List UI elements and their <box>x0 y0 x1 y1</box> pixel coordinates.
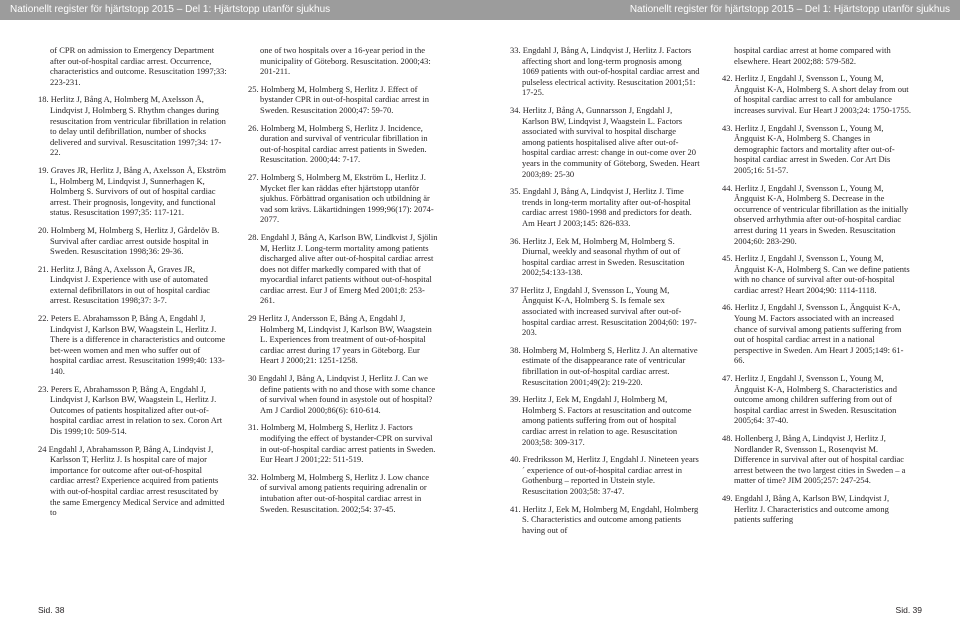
reference-item: 37 Herlitz J, Engdahl J, Svensson L, Young M, Ängquist K-A, Holmberg S. Is female sex associated with increased survival after out-of-hospital cardiac arrest. Resuscitation 2004;60: 197-203. <box>510 284 697 338</box>
reference-item: 34. Herlitz J, Bång A, Gunnarsson J, Engdahl J, Karlson BW, Lindqvist J, Waagstein L. Factors associated with survival to hospital discharge among patients hospitalised alive after out-of-hospital cardiac arrest: change in out-come over 20 years in the community of Göteborg, Sweden. Heart 2003;89: 25-30 <box>510 104 700 179</box>
reference-item: of CPR on admission to Emergency Department after out-of-hospital cardiac arrest. Occurrence, characteristics and outcome. Resuscitation 1997;33: 223-231. <box>50 45 227 87</box>
header-title-right: Nationellt register för hjärtstopp 2015 – Del 1: Hjärtstopp utanför sjukhus <box>629 4 950 15</box>
reference-item: one of two hospitals over a 16-year period in the municipality of Göteborg. Resuscitation. 2000;43: 201-211. <box>260 45 431 77</box>
reference-item: 39. Herlitz J, Eek M, Engdahl J, Holmberg M, Holmberg S. Factors at resuscitation and outcome among patients suffering from out of hospital cardiac arrest in relation to age. Resuscitation 2003;58: 309-317. <box>510 394 692 447</box>
reference-item: 21. Herlitz J, Bång A, Axelsson Å, Graves JR, Lindqvist J. Experience with use of automated external defibrillators in out of hospital cardiac arrest. Resuscitation 1998;37: 3-7. <box>38 263 211 306</box>
reference-item: 26. Holmberg M, Holmberg S, Herlitz J. Incidence, duration and survival of ventricular fibrillation in out-of-hospital cardiac arrest patients in Sweden. Resuscitation. 2000;44: 7-17. <box>248 122 428 165</box>
reference-item: 18. Herlitz J, Bång A, Holmberg M, Axelsson Å, Lindqvist J, Holmberg S. Rhythm changes during resuscitation from ventricular fibrillation in relation to delay until defibrillation, number of shocks delivered and survival. Resuscitation 1997;34: 17-22. <box>38 94 226 158</box>
reference-item: 41. Herlitz J, Eek M, Holmberg M, Engdahl, Holmberg S. Characteristics and outcome among patients having out of <box>510 503 699 535</box>
page-number-right: Sid. 39 <box>895 605 922 615</box>
reference-item: 28. Engdahl J, Bång A, Karlson BW, Lindkvist J, Sjölin M, Herlitz J. Long-term mortality among patients discharged alive after out-of-hospital cardiac arrest does not differ markedly compared with that of myocardial infarct patients without out-of-hospital cardiac arrest. Eur J of Emerg Med 2001;8: 253-261. <box>248 231 438 306</box>
header-title-left: Nationellt register för hjärtstopp 2015 – Del 1: Hjärtstopp utanför sjukhus <box>10 4 331 15</box>
reference-item: 35. Engdahl J, Bång A, Lindqvist J, Herlitz J. Time trends in long-term mortality after out-of-hospital cardiac arrest 1980-1998 and predictors for death. Am Heart J 2003;145: 826-833. <box>510 186 692 228</box>
reference-item: 25. Holmberg M, Holmberg S, Herlitz J. Effect of bystander CPR in out-of-hospital cardiac arrest in Sweden. Resuscitation 2000;47: 59-70. <box>248 83 430 115</box>
reference-item: hospital cardiac arrest at home compared with elsewhere. Heart 2002;88: 579-582. <box>734 45 891 66</box>
reference-item: 49. Engdahl J, Bång A, Karlson BW, Lindqvist J, Herlitz J. Characteristics and outcome among patients suffering <box>722 492 890 525</box>
reference-item: 38. Holmberg M, Holmberg S, Herlitz J. An alternative estimate of the disappearance rate of ventricular fibrillation in out-of-hospital cardiac arrest. Resuscitation 2001;49(2): 219-220. <box>510 344 698 387</box>
reference-item: 33. Engdahl J, Bång A, Lindqvist J, Herlitz J. Factors affecting short and long-term prognosis among 1069 patients with out-of-hospital cardiac arrest and pulseless electrical activity. Resuscitation 2001;51: 17-25. <box>510 45 700 98</box>
page-number-left: Sid. 38 <box>38 605 65 615</box>
reference-item: 31. Holmberg M, Holmberg S, Herlitz J. Factors modifying the effect of bystander-CPR on survival in out-of-hospital cardiac arrest patients in Sweden. Eur Heart J 2001;22: 511-519. <box>248 422 436 465</box>
reference-item: 32. Holmberg M, Holmberg S, Herlitz J. Low chance of survival among patients requiring adrenalin or intubation after out-of-hospital cardiac arrest in Sweden. Resuscitation. 2002;54: 37-45. <box>248 471 429 514</box>
reference-item: 46. Herlitz J, Engdahl J, Svensson L, Ängquist K-A, Young M. Factors associated with an increased chance of survival among patients suffering from out of hospital cardiac arrest in a national perspective in Sweden. Am Heart J 2005;149: 61-66. <box>722 302 904 366</box>
reference-item: 23. Perers E, Abrahamsson P, Bång A, Engdahl J, Lindqvist J, Karlson BW, Waagstein L, Herlitz J. Outcomes of patients hospitalized after out-of-hospital cardiac arrest in relation to sex. Coron Art Dis 1999;10: 509-514. <box>38 383 223 436</box>
reference-item: 36. Herlitz J, Eek M, Holmberg M, Holmberg S. Diurnal, weekly and seasonal rhythm of out of hospital cardiac arrest in Sweden. Resuscitation 2002;54:133-138. <box>510 235 685 278</box>
reference-item: 42. Herlitz J, Engdahl J, Svensson L, Young M, Ängquist K-A, Holmberg S. A short delay from out of hospital cardiac arrest to call for ambulance increases survival. Eur Heart J 2003;24: 1750-1755. <box>722 73 912 115</box>
reference-column-1 <box>38 45 228 525</box>
reference-item: 45. Herlitz J, Engdahl J, Svensson L, Young M, Ängquist K-A, Holmberg S. Can we define patients with no chance of survival after out-of-hospital cardiac arrest? Heart 2004;90: 1114-1118. <box>722 253 910 295</box>
reference-item: 44. Herlitz J, Engdahl J, Svensson L, Young M, Ängquist K-A, Holmberg S. Decrease in the occurrence of ventricular fibrillation as the initially observed arrhythmia after out-of-hospital cardiac arrest during 11 years in Sweden. Resuscitation 2004;60: 283-290. <box>722 182 909 246</box>
reference-column-3 <box>510 45 700 542</box>
page-header <box>0 0 960 20</box>
reference-column-2 <box>248 45 438 521</box>
reference-item: 30 Engdahl J, Bång A, Lindqvist J, Herlitz J. Can we define patients with no and those with some chance of survival when found in asystole out of hospital? Am J Cardiol 2000;86(6): 610-614. <box>248 373 436 415</box>
reference-item: 29 Herlitz J, Andersson E, Bång A, Engdahl J, Holmberg M, Lindqvist J, Karlson BW, Waagstein L. Experiences from treatment of out-of-hospital cardiac arrest during 17 years in Göteborg. Eur Heart J 2000;21: 1251-1258. <box>248 313 432 366</box>
reference-item: 20. Holmberg M, Holmberg S, Herlitz J, Gårdelöv B. Survival after cardiac arrest outside hospital in Sweden. Resuscitation 1998;36: 29-36. <box>38 224 220 257</box>
reference-item: 47. Herlitz J, Engdahl J, Svensson L, Young M, Ängquist K-A, Holmberg S. Characteristics and outcome among children suffering from out of hospital cardiac arrest in Sweden. Resuscitation 2005;64: 37-40. <box>722 373 897 426</box>
reference-item: 22. Peters E. Abrahamsson P, Bång A, Engdahl J, Lindqvist J, Karlson BW, Waagstein L, Herlitz J. There is a difference in characteristics and outcome bet-ween women and men who suffer out of hospital cardiac arrest. Resuscitation 1999;40: 133-140. <box>38 313 226 377</box>
reference-item: 27. Holmberg S, Holmberg M, Ekström L, Herlitz J. Mycket fler kan räddas efter hjärtstopp utanför sjukhus. Förbättrad organisation och utbildning är vad som krävs. Läkartidningen 1999;96(17): 2074-2077. <box>248 171 434 225</box>
reference-item: 40. Fredriksson M, Herlitz J, Engdahl J. Nineteen years´ experience of out-of-hospital cardiac arrest in Gothenburg – reported in Utstein style. Resuscitation 2003;58: 37-47. <box>510 454 699 496</box>
reference-column-4 <box>722 45 912 532</box>
reference-item: 43. Herlitz J, Engdahl J, Svensson L, Young M, Ängquist K-A, Holmberg S. Changes in demographic factors and mortality after out-of-hospital cardiac arrest in Sweden. Cor Art Dis 2005;16: 51-57. <box>722 122 895 175</box>
reference-item: 24 Engdahl J, Abrahamsson P, Bång A, Lindqvist J, Karlsson T, Herlitz J. Is hospital care of major importance for outcome after out-of-hospital cardiac arrest? Experience acquired from patients with out-of-hospital cardiac arrest resuscitated by the same Emergency Medical Service and admitted to <box>38 443 225 518</box>
reference-item: 19. Graves JR, Herlitz J, Bång A, Axelsson Å, Ekström L, Holmberg M, Lindqvist J, Sunnerhagen K, Holmberg S. Survivors of out of hospital cardiac arrest. Their prognosis, longevity, and functional status. Resuscitation 1997;35: 117-121. <box>38 164 226 218</box>
reference-item: 48. Hollenberg J, Bång A, Lindqvist J, Herlitz J, Nordlander R, Svensson L, Rosenqvist M. Difference in survival after out of hospital cardiac arrest between the two largest cities in Sweden – a matter of time? JIM 2005;257: 247-254. <box>722 433 906 486</box>
